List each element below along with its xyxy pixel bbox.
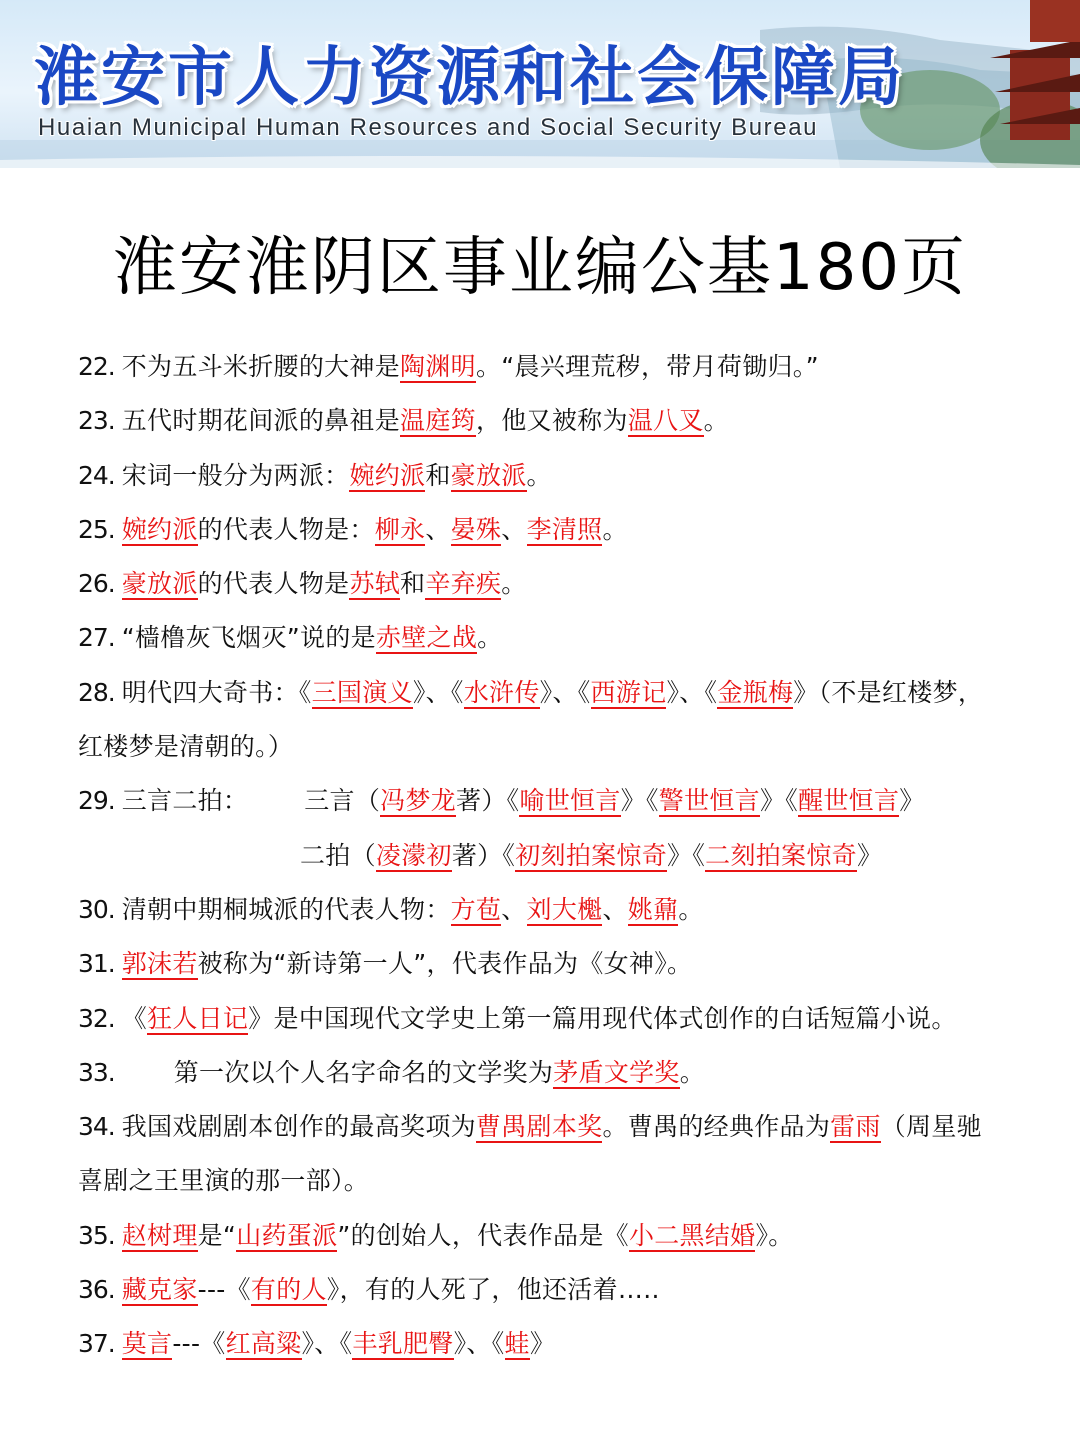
item-text: 》、《	[666, 677, 718, 707]
answer-highlight: 赤壁之战	[375, 623, 478, 653]
answer-highlight: 水浒传	[463, 677, 540, 707]
answer-highlight: 蛙	[504, 1329, 530, 1359]
item-text: 三言二拍：	[121, 786, 249, 816]
answer-highlight: 西游记	[590, 677, 667, 707]
answer-highlight: 曹禺剧本奖	[475, 1112, 603, 1142]
item-text: 》。	[755, 1220, 794, 1250]
item-text: 》《	[667, 840, 706, 870]
bureau-english-name: Huaian Municipal Human Resources and Social Security Bureau	[38, 114, 819, 141]
item-text: 清朝中期桐城派的代表人物：	[121, 894, 451, 924]
item-text: 。	[679, 1057, 706, 1087]
list-item	[78, 883, 1058, 937]
item-text: ---《	[172, 1329, 226, 1359]
list-item	[78, 937, 1058, 991]
list-item	[78, 1100, 1058, 1154]
list-item	[78, 720, 1058, 774]
answer-highlight: 山药蛋派	[236, 1220, 338, 1250]
answer-highlight: 喻世恒言	[519, 786, 621, 816]
answer-highlight: 柳永	[374, 514, 426, 544]
item-text: 。	[602, 514, 628, 544]
answer-highlight: 李清照	[526, 514, 603, 544]
item-text: 》、《	[539, 677, 591, 707]
answer-highlight: 姚鼐	[627, 894, 679, 924]
item-text: 、	[501, 514, 527, 544]
answer-highlight: 金瓶梅	[717, 677, 794, 707]
item-text: 宋词一般分为两派：	[121, 460, 350, 490]
answer-highlight: 豪放派	[121, 569, 198, 599]
answer-highlight: 红高粱	[225, 1329, 302, 1359]
list-item	[78, 1209, 1058, 1263]
item-text: 、	[425, 514, 451, 544]
list-item	[78, 449, 1058, 503]
item-text: 》、《	[412, 677, 464, 707]
item-text: ---《	[197, 1275, 251, 1305]
answer-highlight: 温八叉	[627, 406, 704, 436]
answer-highlight: 三国演义	[311, 677, 413, 707]
item-text: 的代表人物是：	[197, 514, 375, 544]
item-text: 不为五斗米折腰的大神是	[121, 352, 401, 381]
list-item	[78, 666, 1058, 720]
answer-highlight: 刘大櫆	[526, 894, 603, 924]
item-number: 28.	[78, 677, 122, 707]
answer-highlight: 醒世恒言	[798, 786, 900, 816]
list-item	[78, 557, 1058, 611]
list-item	[78, 394, 1058, 448]
item-text: 著）《	[456, 786, 520, 816]
item-text: 的代表人物是	[197, 569, 350, 599]
item-text: 。	[678, 894, 704, 924]
item-number: 35.	[78, 1220, 122, 1250]
item-text: 》《	[759, 786, 799, 816]
item-text: 》、《	[301, 1329, 353, 1359]
answer-highlight: 狂人日记	[147, 1003, 249, 1033]
page-title: 淮安淮阴区事业编公基180页	[112, 231, 968, 305]
answer-highlight: 冯梦龙	[380, 786, 457, 816]
answer-highlight: 藏克家	[121, 1275, 198, 1305]
item-text: 。“晨兴理荒秽，带月荷锄归。”	[475, 352, 819, 381]
list-item	[78, 503, 1058, 557]
list-item	[78, 340, 1058, 394]
item-text: 、	[501, 894, 527, 924]
item-text: 红楼梦是清朝的。）	[78, 732, 294, 762]
list-item	[78, 611, 1058, 665]
answer-highlight: 辛弃疾	[425, 569, 502, 599]
answer-highlight: 雷雨	[830, 1112, 881, 1142]
answer-highlight: 初刻拍案惊奇	[515, 840, 668, 870]
list-item	[78, 829, 1058, 883]
answer-highlight: 莫言	[121, 1329, 173, 1359]
answer-highlight: 小二黑结婚	[628, 1220, 756, 1250]
item-text: 》	[899, 786, 925, 816]
list-item	[78, 774, 1058, 828]
item-text: 》，有的人死了，他还活着…..	[326, 1275, 660, 1305]
answer-highlight: 陶渊明	[400, 352, 476, 381]
item-text: ”的创始人，代表作品是《	[337, 1220, 629, 1250]
item-text: 。曹禺的经典作品为	[602, 1112, 831, 1142]
item-text: “樯橹灰飞烟灭”说的是	[121, 623, 376, 653]
item-text: 五代时期花间派的鼻祖是	[121, 406, 401, 436]
item-text: 《	[121, 1003, 148, 1033]
item-number: 23.	[78, 406, 122, 436]
item-text: 著）《	[451, 840, 516, 870]
item-text: 》	[529, 1329, 556, 1359]
item-number: 26.	[78, 569, 122, 599]
item-text: 》《	[620, 786, 659, 816]
item-text: 和	[425, 460, 451, 490]
item-number: 36.	[78, 1275, 122, 1305]
item-text: 、	[602, 894, 628, 924]
item-number: 24.	[78, 460, 122, 490]
answer-highlight: 温庭筠	[400, 406, 476, 436]
item-text: 是“	[197, 1220, 237, 1250]
answer-highlight: 警世恒言	[658, 786, 760, 816]
answer-highlight: 苏轼	[349, 569, 401, 599]
item-text: 》	[856, 840, 883, 870]
answer-highlight: 丰乳肥臀	[352, 1329, 454, 1359]
item-number: 25.	[78, 514, 122, 544]
answer-highlight: 二刻拍案惊奇	[705, 840, 857, 870]
item-text: 》、《	[453, 1329, 505, 1359]
answer-highlight: 婉约派	[349, 460, 426, 490]
item-text: 和	[400, 569, 426, 599]
item-text: 我国戏剧剧本创作的最高奖项为	[121, 1112, 476, 1142]
list-item	[78, 992, 1058, 1046]
header-banner	[0, 0, 1080, 168]
answer-highlight: 方苞	[450, 894, 502, 924]
list-item	[78, 1154, 1058, 1208]
item-text: 第一次以个人名字命名的文学奖为	[173, 1057, 554, 1087]
item-text: 。	[703, 406, 729, 436]
answer-highlight: 凌濛初	[375, 840, 452, 870]
item-text: 明代四大奇书：《	[121, 677, 312, 707]
item-text: 二拍（	[300, 840, 376, 870]
item-text: ，他又被称为	[475, 406, 628, 436]
item-text: 喜剧之王里演的那一部）。	[78, 1166, 370, 1196]
list-item	[78, 1317, 1058, 1371]
answer-highlight: 晏殊	[450, 514, 502, 544]
answer-highlight: 郭沫若	[121, 949, 198, 979]
item-number: 27.	[78, 623, 122, 653]
item-text: 》（不是红楼梦，	[793, 677, 984, 707]
item-number: 30.	[78, 894, 122, 924]
item-number: 33.	[78, 1057, 122, 1087]
item-text: 。	[477, 623, 503, 653]
item-text: 》是中国现代文学史上第一篇用现代体式创作的白话短篇小说。	[248, 1003, 957, 1033]
answer-highlight: 茅盾文学奖	[553, 1057, 680, 1087]
answer-highlight: 婉约派	[121, 514, 198, 544]
item-number: 32.	[78, 1003, 122, 1033]
item-text: 。	[501, 569, 527, 599]
item-text: 。	[526, 460, 552, 490]
answer-highlight: 豪放派	[450, 460, 527, 490]
item-number: 37.	[78, 1329, 122, 1359]
answer-highlight: 有的人	[250, 1275, 327, 1305]
list-item	[78, 1263, 1058, 1317]
item-text: 被称为“新诗第一人”，代表作品为《女神》。	[197, 949, 693, 979]
item-number: 31.	[78, 949, 122, 979]
item-number: 22.	[78, 352, 122, 381]
list-item	[78, 1046, 1058, 1100]
question-list	[78, 340, 1058, 1372]
answer-highlight: 赵树理	[121, 1220, 198, 1250]
item-number: 34.	[78, 1112, 122, 1142]
item-number: 29.	[78, 786, 122, 816]
item-text: （周星驰	[880, 1112, 982, 1142]
item-text: 三言（	[304, 786, 381, 816]
bureau-name: 淮安市人力资源和社会保障局	[34, 41, 905, 115]
